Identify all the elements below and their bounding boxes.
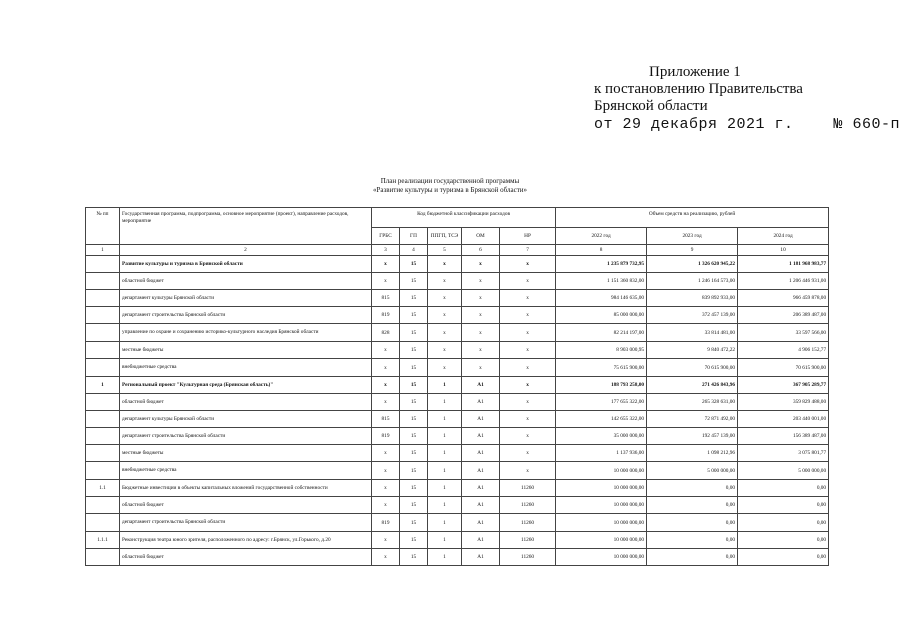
column-number: 3 (372, 245, 400, 256)
row-ppgp: x (428, 307, 462, 324)
row-gp: 15 (400, 324, 428, 342)
row-number (86, 359, 120, 377)
row-number (86, 428, 120, 445)
table-row (86, 497, 829, 514)
row-amount-2022: 1 151 360 832,00 (556, 273, 647, 290)
row-amount-2022: 82 214 197,00 (556, 324, 647, 342)
row-nr: 11260 (500, 497, 556, 514)
row-number (86, 445, 120, 462)
row-nr: 11260 (500, 532, 556, 549)
table-row (86, 462, 829, 480)
row-grbs: 819 (372, 307, 400, 324)
row-om: A1 (462, 394, 500, 411)
col-code-header: Код бюджетной классификации расходов (372, 208, 556, 228)
row-gp: 15 (400, 394, 428, 411)
row-amount-2023: 33 814 481,00 (647, 324, 738, 342)
col-num-header: № пп (86, 208, 120, 245)
col-2024-header: 2024 год (738, 228, 829, 245)
table-row (86, 514, 829, 532)
row-ppgp: x (428, 273, 462, 290)
row-om: A1 (462, 462, 500, 480)
resolution-number: № 660-п (833, 116, 901, 133)
row-amount-2022: 8 903 000,95 (556, 342, 647, 359)
row-om: A1 (462, 428, 500, 445)
row-amount-2024: 966 459 878,00 (738, 290, 829, 307)
column-number: 9 (647, 245, 738, 256)
row-om: x (462, 256, 500, 273)
row-nr: x (500, 324, 556, 342)
row-amount-2022: 1 137 936,00 (556, 445, 647, 462)
row-om: A1 (462, 549, 500, 566)
row-amount-2024: 359 829 488,00 (738, 394, 829, 411)
column-number: 5 (428, 245, 462, 256)
row-amount-2024: 1 206 446 931,00 (738, 273, 829, 290)
table-row (86, 445, 829, 462)
column-number: 8 (556, 245, 647, 256)
row-amount-2022: 85 000 000,00 (556, 307, 647, 324)
row-amount-2022: 10 000 000,00 (556, 497, 647, 514)
row-amount-2024: 0,00 (738, 480, 829, 497)
row-name: внебюджетные средства (120, 359, 372, 377)
row-amount-2024: 0,00 (738, 532, 829, 549)
row-amount-2024: 4 906 152,77 (738, 342, 829, 359)
row-amount-2023: 0,00 (647, 514, 738, 532)
row-number (86, 342, 120, 359)
date-number-line (594, 116, 900, 133)
row-gp: 15 (400, 359, 428, 377)
row-amount-2023: 0,00 (647, 549, 738, 566)
col-amount-header: Объем средств на реализацию, рублей (556, 208, 829, 228)
row-nr: 11260 (500, 480, 556, 497)
row-gp: 15 (400, 549, 428, 566)
plan-title-line2: «Развитие культуры и туризма в Брянской области» (372, 186, 527, 194)
col-om-header: ОМ (462, 228, 500, 245)
row-amount-2022: 177 655 322,00 (556, 394, 647, 411)
row-grbs: 815 (372, 411, 400, 428)
row-amount-2022: 142 655 322,00 (556, 411, 647, 428)
row-number (86, 324, 120, 342)
row-nr: x (500, 377, 556, 394)
row-ppgp: 1 (428, 497, 462, 514)
row-gp: 15 (400, 480, 428, 497)
table-row (86, 532, 829, 549)
table-row (86, 256, 829, 273)
row-nr: x (500, 462, 556, 480)
row-ppgp: 1 (428, 377, 462, 394)
row-gp: 15 (400, 532, 428, 549)
row-ppgp: 1 (428, 428, 462, 445)
resolution-label: к постановлению Правительства (594, 81, 803, 97)
row-grbs: 815 (372, 290, 400, 307)
row-number (86, 462, 120, 480)
row-ppgp: 1 (428, 549, 462, 566)
row-amount-2024: 3 075 801,77 (738, 445, 829, 462)
row-om: A1 (462, 532, 500, 549)
row-om: A1 (462, 514, 500, 532)
row-om: x (462, 324, 500, 342)
table-row (86, 549, 829, 566)
row-grbs: x (372, 394, 400, 411)
row-nr: x (500, 256, 556, 273)
row-name: департамент культуры Брянской области (120, 290, 372, 307)
col-gp-header: ГП (400, 228, 428, 245)
row-ppgp: x (428, 256, 462, 273)
row-nr: x (500, 411, 556, 428)
table-row (86, 324, 829, 342)
row-amount-2022: 75 615 900,00 (556, 359, 647, 377)
row-name: областной бюджет (120, 497, 372, 514)
col-nr-header: НР (500, 228, 556, 245)
column-number: 4 (400, 245, 428, 256)
row-amount-2023: 1 246 164 573,00 (647, 273, 738, 290)
row-number: 1.1.1 (86, 532, 120, 549)
row-number (86, 256, 120, 273)
table-body (86, 256, 829, 566)
row-amount-2024: 206 389 487,00 (738, 307, 829, 324)
row-number (86, 307, 120, 324)
col-ppgp-header: ППГП, ТСЭ (428, 228, 462, 245)
table-row (86, 307, 829, 324)
table-row (86, 377, 829, 394)
row-grbs: x (372, 445, 400, 462)
row-name: Региональный проект "Культурная среда (Брянская область)" (120, 377, 372, 394)
row-amount-2024: 33 597 566,00 (738, 324, 829, 342)
row-grbs: 819 (372, 428, 400, 445)
row-amount-2024: 203 440 001,00 (738, 411, 829, 428)
row-name: департамент строительства Брянской области (120, 514, 372, 532)
row-nr: x (500, 290, 556, 307)
region-label: Брянской области (594, 98, 708, 114)
column-number: 10 (738, 245, 829, 256)
row-ppgp: 1 (428, 532, 462, 549)
column-number: 6 (462, 245, 500, 256)
row-ppgp: x (428, 324, 462, 342)
row-name: Бюджетные инвестиции в объекты капитальных вложений государственной собственности (120, 480, 372, 497)
col-2022-header: 2022 год (556, 228, 647, 245)
row-gp: 15 (400, 411, 428, 428)
col-grbs-header: ГРБС (372, 228, 400, 245)
row-name: областной бюджет (120, 549, 372, 566)
row-number (86, 514, 120, 532)
row-gp: 15 (400, 462, 428, 480)
row-om: x (462, 307, 500, 324)
row-number (86, 394, 120, 411)
row-grbs: x (372, 532, 400, 549)
table-row (86, 359, 829, 377)
row-amount-2022: 984 146 635,00 (556, 290, 647, 307)
table-row (86, 428, 829, 445)
column-number: 7 (500, 245, 556, 256)
column-number: 2 (120, 245, 372, 256)
row-number (86, 411, 120, 428)
row-nr: x (500, 445, 556, 462)
row-amount-2023: 271 426 843,96 (647, 377, 738, 394)
row-gp: 15 (400, 307, 428, 324)
row-nr: x (500, 359, 556, 377)
row-amount-2023: 192 457 139,00 (647, 428, 738, 445)
table-row (86, 480, 829, 497)
row-number (86, 549, 120, 566)
row-amount-2023: 0,00 (647, 497, 738, 514)
row-gp: 15 (400, 273, 428, 290)
row-amount-2022: 10 000 000,00 (556, 462, 647, 480)
row-ppgp: 1 (428, 394, 462, 411)
row-grbs: x (372, 462, 400, 480)
row-amount-2023: 1 326 620 945,22 (647, 256, 738, 273)
plan-title-line1: План реализации государственной программы (380, 177, 520, 185)
row-gp: 15 (400, 445, 428, 462)
row-om: x (462, 342, 500, 359)
row-name: департамент строительства Брянской области (120, 307, 372, 324)
row-amount-2023: 0,00 (647, 480, 738, 497)
row-amount-2023: 265 328 631,00 (647, 394, 738, 411)
row-grbs: x (372, 480, 400, 497)
column-number-row (86, 245, 829, 256)
row-ppgp: x (428, 290, 462, 307)
row-number (86, 497, 120, 514)
row-name: внебюджетные средства (120, 462, 372, 480)
row-nr: x (500, 342, 556, 359)
row-om: A1 (462, 497, 500, 514)
row-gp: 15 (400, 342, 428, 359)
row-amount-2022: 1 235 879 732,95 (556, 256, 647, 273)
row-ppgp: x (428, 359, 462, 377)
col-name-header: Государственная программа, подпрограмма, основное мероприятие (проект), направление расходов, мероприятие (120, 208, 372, 245)
row-amount-2023: 372 457 139,00 (647, 307, 738, 324)
row-amount-2024: 70 615 900,00 (738, 359, 829, 377)
resolution-date: от 29 декабря 2021 г. (594, 116, 794, 133)
table-row (86, 394, 829, 411)
row-amount-2022: 35 000 000,00 (556, 428, 647, 445)
row-grbs: x (372, 256, 400, 273)
row-om: x (462, 359, 500, 377)
row-gp: 15 (400, 428, 428, 445)
col-2023-header: 2023 год (647, 228, 738, 245)
row-nr: x (500, 273, 556, 290)
row-grbs: x (372, 377, 400, 394)
row-name: областной бюджет (120, 394, 372, 411)
row-grbs: x (372, 549, 400, 566)
plan-table (85, 207, 829, 566)
row-grbs: 828 (372, 324, 400, 342)
row-ppgp: 1 (428, 411, 462, 428)
row-grbs: x (372, 359, 400, 377)
row-name: местные бюджеты (120, 342, 372, 359)
row-number (86, 273, 120, 290)
row-grbs: x (372, 273, 400, 290)
row-amount-2023: 839 892 933,00 (647, 290, 738, 307)
table-row (86, 411, 829, 428)
row-nr: 11260 (500, 549, 556, 566)
row-amount-2023: 5 000 000,00 (647, 462, 738, 480)
row-ppgp: 1 (428, 480, 462, 497)
row-amount-2024: 156 389 487,00 (738, 428, 829, 445)
row-nr: x (500, 307, 556, 324)
row-ppgp: x (428, 342, 462, 359)
row-om: A1 (462, 480, 500, 497)
row-nr: x (500, 394, 556, 411)
row-gp: 15 (400, 256, 428, 273)
row-amount-2022: 10 000 000,00 (556, 480, 647, 497)
row-amount-2022: 10 000 000,00 (556, 514, 647, 532)
row-gp: 15 (400, 514, 428, 532)
row-gp: 15 (400, 290, 428, 307)
row-ppgp: 1 (428, 462, 462, 480)
row-amount-2023: 9 840 472,22 (647, 342, 738, 359)
row-amount-2022: 10 000 000,00 (556, 532, 647, 549)
row-name: департамент культуры Брянской области (120, 411, 372, 428)
row-grbs: x (372, 342, 400, 359)
row-amount-2022: 10 000 000,00 (556, 549, 647, 566)
row-number: 1 (86, 377, 120, 394)
row-number: 1.1 (86, 480, 120, 497)
row-name: Развитие культуры и туризма в Брянской области (120, 256, 372, 273)
row-grbs: x (372, 497, 400, 514)
row-name: областной бюджет (120, 273, 372, 290)
row-amount-2023: 70 615 900,00 (647, 359, 738, 377)
table-row (86, 342, 829, 359)
row-name: департамент строительства Брянской области (120, 428, 372, 445)
row-amount-2023: 0,00 (647, 532, 738, 549)
row-name: управление по охране и сохранению историко-культурного наследия Брянской области (120, 324, 372, 342)
row-number (86, 290, 120, 307)
row-amount-2024: 0,00 (738, 497, 829, 514)
row-amount-2022: 188 793 258,00 (556, 377, 647, 394)
table-row (86, 290, 829, 307)
row-amount-2024: 367 905 289,77 (738, 377, 829, 394)
row-name: местные бюджеты (120, 445, 372, 462)
row-om: A1 (462, 411, 500, 428)
row-gp: 15 (400, 497, 428, 514)
row-name: Реконструкция театра юного зрителя, расположенного по адресу: г.Брянск, ул.Горького, д.20 (120, 532, 372, 549)
row-om: x (462, 290, 500, 307)
row-om: x (462, 273, 500, 290)
row-amount-2023: 1 098 212,96 (647, 445, 738, 462)
row-amount-2024: 0,00 (738, 549, 829, 566)
appendix-label: Приложение 1 (649, 64, 741, 80)
row-nr: 11260 (500, 514, 556, 532)
row-ppgp: 1 (428, 514, 462, 532)
row-gp: 15 (400, 377, 428, 394)
row-amount-2024: 5 000 000,00 (738, 462, 829, 480)
row-amount-2023: 72 871 492,00 (647, 411, 738, 428)
row-om: A1 (462, 377, 500, 394)
table-row (86, 273, 829, 290)
row-grbs: 819 (372, 514, 400, 532)
row-nr: x (500, 428, 556, 445)
plan-title (120, 177, 780, 195)
row-ppgp: 1 (428, 445, 462, 462)
row-amount-2024: 1 181 968 983,77 (738, 256, 829, 273)
row-amount-2024: 0,00 (738, 514, 829, 532)
table-header-row-1 (86, 208, 829, 228)
column-number: 1 (86, 245, 120, 256)
document-header (594, 64, 900, 133)
row-om: A1 (462, 445, 500, 462)
